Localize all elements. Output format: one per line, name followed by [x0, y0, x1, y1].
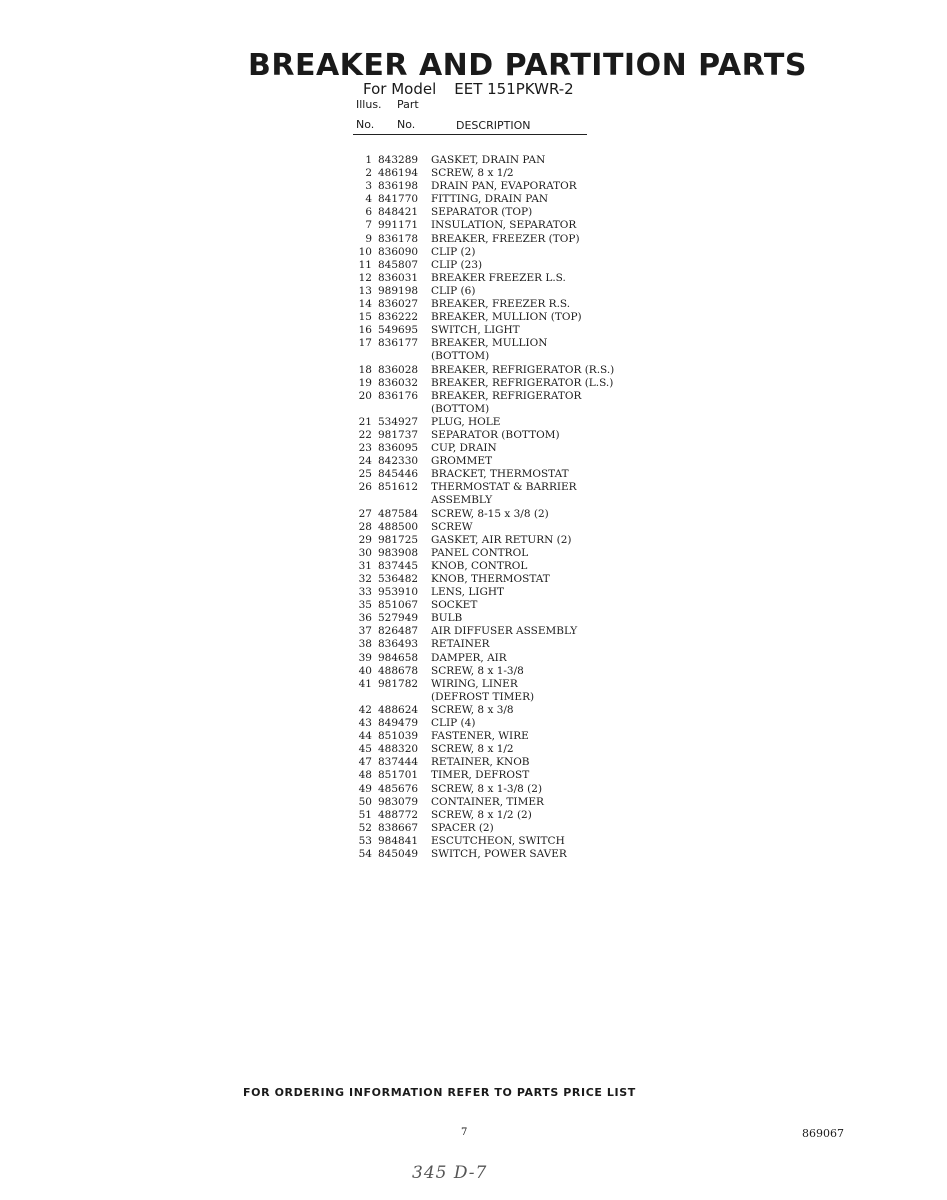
part-description: SCREW	[431, 520, 473, 533]
part-number: 837445	[378, 559, 419, 572]
part-number	[378, 691, 431, 704]
header-part: Part	[397, 98, 419, 111]
part-number: 845049	[378, 847, 419, 860]
illus-number: 4	[365, 193, 372, 206]
part-description: SCREW, 8 x 1-3/8 (2)	[431, 782, 543, 795]
list-item	[356, 560, 614, 573]
illus-number: 19	[358, 376, 372, 389]
list-item	[356, 403, 614, 416]
list-item	[356, 429, 614, 442]
part-number: 487584	[378, 507, 419, 520]
page-title: BREAKER AND PARTITION PARTS	[248, 48, 807, 83]
part-description: BREAKER, MULLION	[431, 337, 548, 350]
part-description: RETAINER, KNOB	[431, 756, 530, 769]
part-description: DAMPER, AIR	[431, 651, 507, 664]
list-item	[356, 390, 614, 403]
part-number: 838667	[378, 821, 419, 834]
part-description: SPACER (2)	[431, 821, 494, 834]
list-item	[356, 691, 614, 704]
list-item	[356, 652, 614, 665]
part-number: 836027	[378, 298, 419, 311]
part-description: BREAKER, FREEZER R.S.	[431, 298, 571, 311]
part-number: 851067	[378, 599, 419, 612]
part-description: CLIP (4)	[431, 717, 476, 730]
illus-number: 6	[365, 206, 372, 219]
part-number: 488624	[378, 703, 419, 716]
part-number: 836222	[378, 311, 419, 324]
part-description: THERMOSTAT & BARRIER	[431, 481, 577, 494]
illus-number: 36	[358, 612, 372, 625]
list-item	[356, 730, 614, 743]
illus-number: 44	[358, 730, 372, 743]
part-number: 488500	[378, 520, 419, 533]
part-number: 953910	[378, 586, 419, 599]
illus-number: 54	[358, 847, 372, 860]
illus-number: 53	[358, 834, 372, 847]
list-item	[356, 796, 614, 809]
illus-number: 3	[365, 180, 372, 193]
part-description: CLIP (2)	[431, 245, 476, 258]
illus-number: 30	[358, 546, 372, 559]
illus-number: 41	[358, 677, 372, 690]
part-description: FASTENER, WIRE	[431, 730, 529, 743]
list-item	[356, 167, 614, 180]
part-description: SCREW, 8 x 1/2	[431, 167, 514, 180]
list-item	[356, 272, 614, 285]
list-item	[356, 180, 614, 193]
list-item	[356, 835, 614, 848]
list-item	[356, 259, 614, 272]
illus-number: 22	[358, 428, 372, 441]
list-item	[356, 743, 614, 756]
list-item	[356, 848, 614, 861]
list-item	[356, 193, 614, 206]
part-description: RETAINER	[431, 638, 490, 651]
list-item	[356, 416, 614, 429]
list-item	[356, 638, 614, 651]
part-description: GASKET, AIR RETURN (2)	[431, 533, 572, 546]
part-description: PANEL CONTROL	[431, 546, 529, 559]
part-number: 836090	[378, 245, 419, 258]
part-number: 851039	[378, 730, 419, 743]
part-number: 836198	[378, 180, 419, 193]
illus-number: 39	[358, 651, 372, 664]
part-description: BREAKER, FREEZER (TOP)	[431, 232, 580, 245]
illus-number: 28	[358, 520, 372, 533]
part-description: SEPARATOR (TOP)	[431, 206, 533, 219]
part-description: SOCKET	[431, 599, 478, 612]
list-item	[356, 455, 614, 468]
illus-number: 49	[358, 782, 372, 795]
illus-number: 23	[358, 442, 372, 455]
illus-number: 13	[358, 284, 372, 297]
illus-number: 33	[358, 586, 372, 599]
illus-number: 12	[358, 271, 372, 284]
part-number: 848421	[378, 206, 419, 219]
part-number	[378, 403, 431, 416]
part-number: 845446	[378, 468, 419, 481]
header-part-no: No.	[397, 118, 416, 131]
part-description: CONTAINER, TIMER	[431, 795, 544, 808]
part-description: BREAKER, MULLION (TOP)	[431, 311, 582, 324]
part-number: 842330	[378, 455, 419, 468]
list-item	[356, 822, 614, 835]
list-item	[356, 534, 614, 547]
list-item	[356, 521, 614, 534]
list-item	[356, 678, 614, 691]
part-number: 836177	[378, 337, 419, 350]
list-item	[356, 586, 614, 599]
model-number: EET 151PKWR-2	[454, 80, 574, 98]
part-description: SCREW, 8 x 1-3/8	[431, 664, 524, 677]
part-number	[378, 494, 431, 507]
handwritten-note: 345 D-7	[412, 1163, 488, 1183]
illus-number: 50	[358, 795, 372, 808]
illus-number: 26	[358, 481, 372, 494]
list-item	[356, 337, 614, 350]
illus-number: 21	[358, 415, 372, 428]
part-description: SCREW, 8 x 3/8	[431, 703, 514, 716]
list-item	[356, 494, 614, 507]
illus-number: 27	[358, 507, 372, 520]
list-item	[356, 219, 614, 232]
part-description: CLIP (23)	[431, 258, 483, 271]
part-number: 488772	[378, 808, 419, 821]
part-number: 983079	[378, 795, 419, 808]
part-number: 841770	[378, 193, 419, 206]
part-description: FITTING, DRAIN PAN	[431, 193, 549, 206]
part-number: 843289	[378, 154, 419, 166]
document-number: 869067	[802, 1127, 844, 1140]
illus-number	[356, 494, 378, 507]
part-number: 536482	[378, 573, 419, 585]
list-item	[356, 233, 614, 246]
part-description: SWITCH, LIGHT	[431, 324, 520, 337]
part-number: 549695	[378, 324, 419, 337]
illus-number: 32	[358, 573, 372, 585]
illus-number: 35	[358, 599, 372, 612]
part-number: 836095	[378, 442, 419, 455]
part-description: ESCUTCHEON, SWITCH	[431, 834, 565, 847]
list-item	[356, 206, 614, 219]
part-description: WIRING, LINER	[431, 677, 518, 690]
part-description: SWITCH, POWER SAVER	[431, 847, 567, 860]
part-description: GASKET, DRAIN PAN	[431, 154, 546, 166]
list-item	[356, 246, 614, 259]
header-description: DESCRIPTION	[456, 119, 531, 132]
list-item	[356, 573, 614, 586]
part-number: 837444	[378, 756, 419, 769]
part-description: PLUG, HOLE	[431, 415, 501, 428]
part-number: 991171	[378, 219, 419, 232]
part-description: BULB	[431, 612, 463, 625]
part-description: ASSEMBLY	[431, 494, 493, 507]
list-item	[356, 717, 614, 730]
illus-number: 11	[358, 258, 372, 271]
illus-number: 40	[358, 664, 372, 677]
part-number: 836178	[378, 232, 419, 245]
list-item	[356, 154, 614, 167]
part-description: BREAKER, REFRIGERATOR (L.S.)	[431, 376, 614, 389]
part-number: 851701	[378, 769, 419, 782]
illus-number: 47	[358, 756, 372, 769]
list-item	[356, 481, 614, 494]
part-number: 488320	[378, 743, 419, 756]
list-item	[356, 769, 614, 782]
list-item	[356, 665, 614, 678]
illus-number	[356, 350, 378, 363]
model-line	[363, 80, 574, 98]
illus-number: 42	[358, 703, 372, 716]
part-number: 826487	[378, 625, 419, 638]
part-description: BREAKER, REFRIGERATOR (R.S.)	[431, 363, 615, 376]
parts-list	[356, 154, 614, 861]
illus-number: 24	[358, 455, 372, 468]
model-label: For Model	[363, 80, 437, 98]
illus-number: 20	[358, 389, 372, 402]
page-number: 7	[461, 1127, 468, 1138]
part-number: 485676	[378, 782, 419, 795]
list-item	[356, 285, 614, 298]
part-number: 981782	[378, 677, 419, 690]
header-illus: Illus.	[356, 98, 382, 111]
part-number: 836031	[378, 271, 419, 284]
part-description: BREAKER, REFRIGERATOR	[431, 389, 582, 402]
illus-number: 18	[358, 363, 372, 376]
list-item	[356, 298, 614, 311]
part-number: 836032	[378, 376, 419, 389]
part-number: 984841	[378, 834, 419, 847]
part-description: BRACKET, THERMOSTAT	[431, 468, 569, 481]
list-item	[356, 756, 614, 769]
illus-number: 1	[365, 154, 372, 166]
list-item	[356, 809, 614, 822]
part-description: INSULATION, SEPARATOR	[431, 219, 577, 232]
illus-number: 29	[358, 533, 372, 546]
part-number: 836493	[378, 638, 419, 651]
illus-number: 16	[358, 324, 372, 337]
part-description: (BOTTOM)	[431, 402, 490, 415]
part-number	[378, 350, 431, 363]
illus-number	[356, 403, 378, 416]
header-divider	[353, 134, 587, 135]
list-item	[356, 377, 614, 390]
part-number: 836176	[378, 389, 419, 402]
illus-number: 43	[358, 717, 372, 730]
illus-number: 25	[358, 468, 372, 481]
illus-number: 14	[358, 298, 372, 311]
part-description: SCREW, 8 x 1/2 (2)	[431, 808, 532, 821]
illus-number: 2	[365, 167, 372, 180]
part-description: KNOB, THERMOSTAT	[431, 573, 550, 585]
list-item	[356, 468, 614, 481]
illus-number: 45	[358, 743, 372, 756]
part-description: KNOB, CONTROL	[431, 559, 528, 572]
list-item	[356, 599, 614, 612]
illus-number: 31	[358, 559, 372, 572]
part-description: BREAKER FREEZER L.S.	[431, 271, 566, 284]
part-number: 534927	[378, 415, 419, 428]
list-item	[356, 783, 614, 796]
part-number: 845807	[378, 258, 419, 271]
list-item	[356, 311, 614, 324]
list-item	[356, 547, 614, 560]
list-item	[356, 324, 614, 337]
list-item	[356, 704, 614, 717]
part-number: 486194	[378, 167, 419, 180]
list-item	[356, 625, 614, 638]
part-number: 849479	[378, 717, 419, 730]
part-description: CUP, DRAIN	[431, 442, 497, 455]
part-description: SCREW, 8 x 1/2	[431, 743, 514, 756]
illus-number: 7	[365, 219, 372, 232]
list-item	[356, 508, 614, 521]
ordering-info-note: FOR ORDERING INFORMATION REFER TO PARTS PRICE LIST	[243, 1086, 636, 1099]
list-item	[356, 350, 614, 363]
part-description: SCREW, 8-15 x 3/8 (2)	[431, 507, 549, 520]
list-item	[356, 442, 614, 455]
illus-number: 15	[358, 311, 372, 324]
illus-number: 17	[358, 337, 372, 350]
illus-number: 52	[358, 821, 372, 834]
part-number: 836028	[378, 363, 419, 376]
part-number: 989198	[378, 284, 419, 297]
part-number: 488678	[378, 664, 419, 677]
part-description: AIR DIFFUSER ASSEMBLY	[431, 625, 578, 638]
part-number: 984658	[378, 651, 419, 664]
illus-number: 38	[358, 638, 372, 651]
part-description: GROMMET	[431, 455, 493, 468]
header-illus-no: No.	[356, 118, 375, 131]
illus-number	[356, 691, 378, 704]
list-item	[356, 612, 614, 625]
part-description: SEPARATOR (BOTTOM)	[431, 428, 560, 441]
part-description: TIMER, DEFROST	[431, 769, 530, 782]
illus-number: 9	[365, 232, 372, 245]
illus-number: 10	[358, 245, 372, 258]
part-number: 851612	[378, 481, 419, 494]
part-number: 527949	[378, 612, 419, 625]
part-number: 981737	[378, 428, 419, 441]
illus-number: 37	[358, 625, 372, 638]
part-description: LENS, LIGHT	[431, 586, 504, 599]
part-number: 981725	[378, 533, 419, 546]
part-description: (DEFROST TIMER)	[431, 690, 535, 703]
list-item	[356, 364, 614, 377]
part-description: DRAIN PAN, EVAPORATOR	[431, 180, 577, 193]
part-description: (BOTTOM)	[431, 350, 490, 363]
illus-number: 51	[358, 808, 372, 821]
illus-number: 48	[358, 769, 372, 782]
part-description: CLIP (6)	[431, 284, 476, 297]
part-number: 983908	[378, 546, 419, 559]
